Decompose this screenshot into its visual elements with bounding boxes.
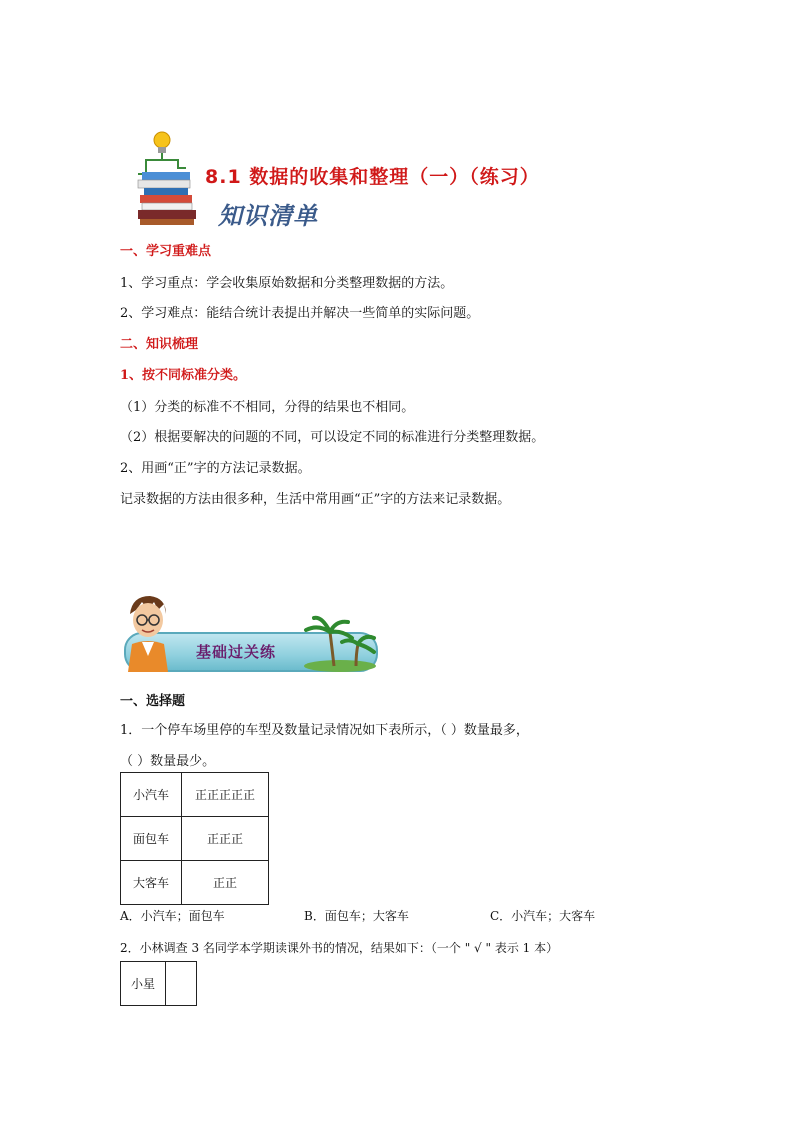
vehicle-type-cell: 大客车 xyxy=(121,861,182,905)
student-name-cell: 小星 xyxy=(121,962,166,1006)
question-1-line-1: 1．一个停车场里停的车型及数量记录情况如下表所示，（ ）数量最多， xyxy=(120,723,529,738)
question-2-line-1: 2．小林调查 3 名同学本学期读课外书的情况，结果如下：（一个 " √ " 表示 1 本） xyxy=(120,941,559,955)
books-lightbulb-icon xyxy=(128,128,208,228)
key-point-2: 2、学习难点：能结合统计表提出并解决一些简单的实际问题。 xyxy=(120,306,480,321)
section-heading-key-points: 一、学习重难点 xyxy=(120,244,212,259)
q1-option-a[interactable]: A．小汽车；面包车 xyxy=(120,909,225,923)
palm-trees-icon xyxy=(300,612,380,672)
section-heading-knowledge: 二、知识梳理 xyxy=(120,337,199,352)
q2-reading-table xyxy=(120,961,197,1006)
checkmarks-cell xyxy=(166,962,197,1006)
table-row xyxy=(121,861,269,905)
q1-option-b[interactable]: B．面包车；大客车 xyxy=(304,909,409,923)
tally-cell: 正正 xyxy=(182,861,269,905)
vehicle-type-cell: 面包车 xyxy=(121,817,182,861)
knowledge-sub-1: 1、按不同标准分类。 xyxy=(120,368,247,383)
table-row xyxy=(121,773,269,817)
teacher-icon xyxy=(120,592,176,672)
table-row xyxy=(121,817,269,861)
knowledge-paragraph-1: （1）分类的标准不不相同，分得的结果也不相同。 xyxy=(120,400,415,415)
key-point-1: 1、学习重点：学会收集原始数据和分类整理数据的方法。 xyxy=(120,276,454,291)
question-1-line-2: （ ）数量最少。 xyxy=(120,754,216,769)
table-row xyxy=(121,962,197,1006)
q1-tally-table xyxy=(120,772,269,905)
vehicle-type-cell: 小汽车 xyxy=(121,773,182,817)
tally-cell: 正正正正正 xyxy=(182,773,269,817)
knowledge-paragraph-2: （2）根据要解决的问题的不同，可以设定不同的标准进行分类整理数据。 xyxy=(120,430,545,445)
practice-banner-title: 基础过关练 xyxy=(196,643,277,661)
knowledge-sub-2: 2、用画“正”字的方法记录数据。 xyxy=(120,461,311,476)
knowledge-list-subtitle: 知识清单 xyxy=(218,201,318,230)
q1-option-c[interactable]: C．小汽车；大客车 xyxy=(490,909,596,923)
tally-cell: 正正正 xyxy=(182,817,269,861)
page-title: 8.1 数据的收集和整理（一）（练习） xyxy=(205,166,540,188)
question-section-heading: 一、选择题 xyxy=(120,694,186,709)
knowledge-paragraph-3: 记录数据的方法由很多种，生活中常用画“正”字的方法来记录数据。 xyxy=(120,492,511,507)
